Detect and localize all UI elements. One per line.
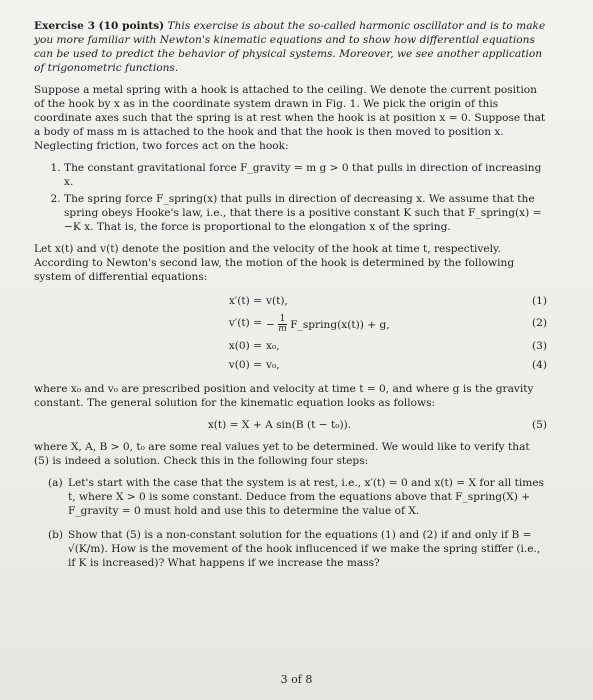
- fraction-numerator: 1: [279, 313, 286, 324]
- equation-number: (5): [531, 419, 547, 432]
- exercise-header: [34, 20, 547, 76]
- step-text: Show that (5) is a non-constant solution for the equations (1) and (2) if and only if B = √(K/m). How is the movement of the hook influcenced if we make the spring stiffer (i.e., if K is increased)? What happens if we increase the mass?: [68, 529, 541, 570]
- equation-number: (3): [531, 339, 547, 352]
- equation-lhs: x′(t) =: [228, 294, 262, 307]
- equation-row: [34, 292, 547, 311]
- solution-equation: [34, 419, 547, 433]
- general-solution-paragraph: where x₀ and v₀ are prescribed position and velocity at time t = 0, and where g is the gravity constant. The general solution for the kinematic equation looks as follows:: [34, 383, 534, 410]
- verify-paragraph: where X, A, B > 0, t₀ are some real values yet to be determined. We would like to verify that (5) is indeed a solution. Check this in the following four steps:: [34, 441, 530, 468]
- equation-rhs: x₀,: [266, 339, 280, 352]
- step-item: [48, 477, 547, 519]
- equation-row: [34, 311, 547, 337]
- force-item-spring: 2. The spring force F_spring(x) that pulls in direction of decreasing x. We assume that the spring obeys Hooke's law, i.e., that there is a positive constant K such that F_spring(x) = −K x. That is, the force is proportional to the elongation x of the spring.: [64, 193, 547, 235]
- page-number: 3 of 8: [280, 673, 313, 686]
- solution-formula: x(t) = X + A sin(B (t − t₀)).: [207, 419, 352, 432]
- equation-rhs: v(t),: [266, 294, 288, 307]
- fraction: [278, 315, 287, 335]
- equation-row: [34, 337, 547, 356]
- exercise-intro: This exercise is about the so-called harmonic oscillator and is to make you more familiar with Newton's kinematic equations and to show how differential equations can be used to predict the behavior of physical systems. Moreover, we see another application of trigonometric functions.: [34, 20, 546, 74]
- equation-number: (2): [531, 317, 547, 330]
- equation-number: (4): [531, 358, 547, 371]
- equation-rhs: v₀,: [266, 358, 280, 371]
- equation-lhs: x(0) =: [228, 339, 262, 352]
- step-text: Let's start with the case that the system is at rest, i.e., x′(t) = 0 and x(t) = X for all times t, where X > 0 is some constant. Deduce from the equations above that F_spring(X) + F_gravity = 0 must hold and use this to determine the value of X.: [68, 477, 544, 518]
- newton-paragraph: Let x(t) and v(t) denote the position and the velocity of the hook at time t, respectively. According to Newton's second law, the motion of the hook is determined by the following system of differential equations:: [34, 242, 515, 283]
- step-item: [48, 529, 547, 571]
- equation-rhs: [266, 315, 525, 335]
- step-label: (b): [48, 529, 64, 542]
- fraction-denominator: m: [278, 323, 287, 334]
- equation-row: [34, 356, 547, 375]
- exercise-title: Exercise 3 (10 points): [34, 20, 165, 32]
- equation-rest: F_spring(x(t)) + g,: [290, 318, 390, 331]
- step-list: [34, 477, 547, 571]
- equation-system: [34, 292, 547, 375]
- force-item-gravity: 1. The constant gravitational force F_gravity = m g > 0 that pulls in direction of increasing x.: [64, 162, 547, 190]
- force-list: [34, 162, 547, 235]
- equation-sign: −: [266, 318, 275, 331]
- setup-paragraph: Suppose a metal spring with a hook is attached to the ceiling. We denote the current position of the hook by x as in the coordinate system drawn in Fig. 1. We pick the origin of this coordinate axes such that the spring is at rest when the hook is at position x = 0. Suppose that a body of mass m is attached to the hook and that the hook is then moved to position x. Neglecting friction, two forces act on the hook:: [34, 83, 546, 152]
- equation-lhs: v′(t) =: [228, 317, 262, 330]
- equation-lhs: v(0) =: [228, 358, 262, 371]
- equation-number: (1): [531, 294, 547, 307]
- step-label: (a): [48, 477, 63, 490]
